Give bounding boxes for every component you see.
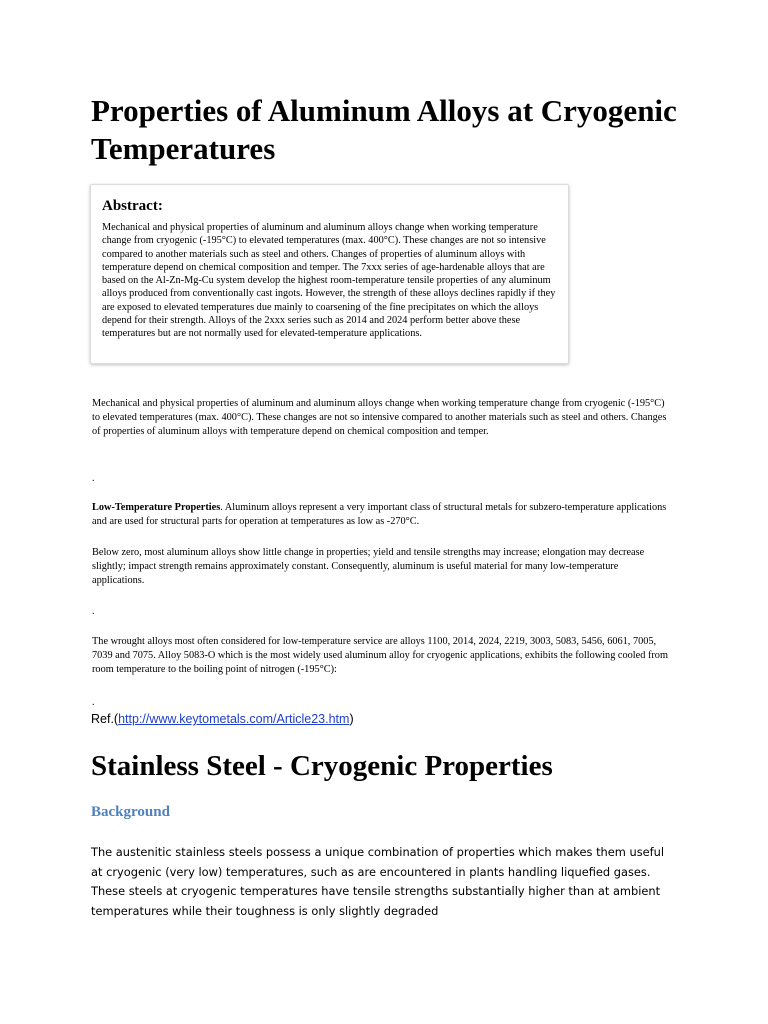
- reference-suffix: ): [349, 712, 354, 726]
- reference-line: [91, 711, 354, 727]
- spacer-dot: .: [92, 697, 95, 708]
- reference-link[interactable]: http://www.keytometals.com/Article23.htm: [118, 712, 350, 726]
- stainless-paragraph: The austenitic stainless steels possess a unique combination of properties which makes them useful at cryogenic (very low) temperatures, such as are encountered in plants handling liquefied gases. These steels at cryogenic temperatures have tensile strengths substantially higher than at ambient temperatures while their toughness is only slightly degraded: [91, 845, 665, 918]
- spacer-dot: .: [92, 473, 95, 484]
- spacer-dot: .: [92, 606, 95, 617]
- reference-prefix: Ref.(: [91, 712, 119, 726]
- low-temp-paragraph: [92, 501, 672, 529]
- below-zero-paragraph: Below zero, most aluminum alloys show little change in properties; yield and tensile strengths may increase; elongation may decrease slightly; impact strength remains approximately constant. Consequently, aluminum is useful material for many low-temperature applications.: [92, 547, 645, 587]
- abstract-heading: Abstract:: [102, 198, 163, 214]
- section-title: Stainless Steel - Cryogenic Properties: [91, 750, 553, 782]
- low-temp-text: . Aluminum alloys represent a very important class of structural metals for subzero-temperature applications and are used for structural parts for operation at temperatures as low as -270°C.: [92, 502, 667, 528]
- section-subheading: Background: [91, 804, 170, 820]
- low-temp-label: Low-Temperature Properties: [92, 502, 221, 513]
- abstract-text: Mechanical and physical properties of aluminum and aluminum alloys change when working temperature change from cryogenic (-195°C) to elevated temperatures (max. 400°C). These changes are not so intensive compared to another materials such as steel and others. Changes of properties of aluminum alloys with temperature depend on chemical composition and temper. The 7xxx series of age-hardenable alloys that are based on the Al-Zn-Mg-Cu system develop the highest room-temperature tensile properties of any aluminum alloys produced from conventionally cast ingots. However, the strength of these alloys declines rapidly if they are exposed to elevated temperatures due mainly to coarsening of the fine precipitates on which the alloys depend for their strength. Alloys of the 2xxx series such as 2014 and 2024 perform better above these temperatures but are not normally used for elevated-temperature applications.: [102, 222, 556, 340]
- wrought-paragraph: The wrought alloys most often considered for low-temperature service are alloys 1100, 2014, 2024, 2219, 3003, 5083, 5456, 6061, 7005, 7039 and 7075. Alloy 5083-O which is the most widely used aluminum alloy for cryogenic applications, exhibits the following cooled from room temperature to the boiling point of nitrogen (-195°C):: [92, 636, 668, 676]
- abstract-box: [90, 184, 569, 364]
- page-title: Properties of Aluminum Alloys at Cryogenic Temperatures: [91, 93, 677, 166]
- intro-paragraph: Mechanical and physical properties of aluminum and aluminum alloys change when working temperature change from cryogenic (-195°C) to elevated temperatures (max. 400°C). These changes are not so intensive compared to another materials such as steel and others. Changes of properties of aluminum alloys with temperature depend on chemical composition and temper.: [92, 398, 667, 438]
